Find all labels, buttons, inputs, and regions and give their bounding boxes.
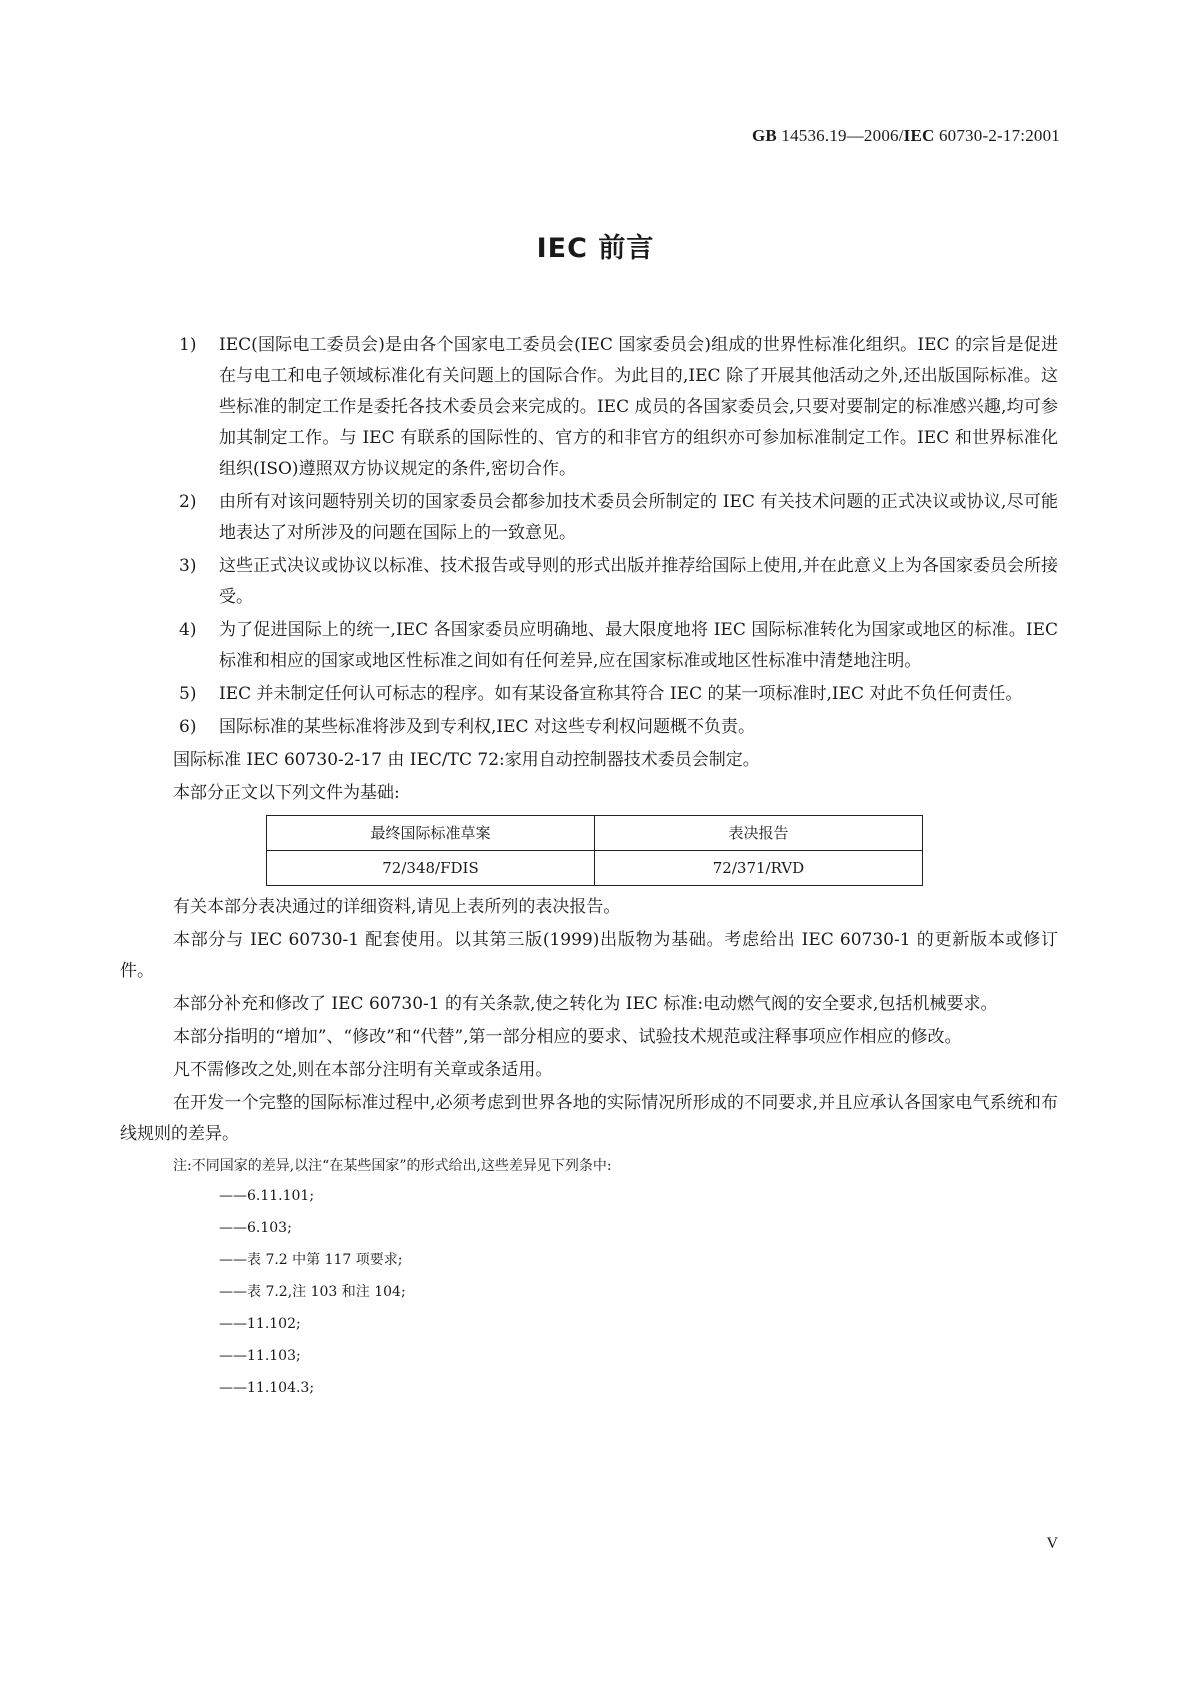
table-header-cell: 表决报告 (595, 816, 923, 851)
note-list (219, 1180, 1058, 1404)
note-list-item: ——11.103; (219, 1348, 301, 1364)
item-number: 5) (179, 684, 197, 704)
table-header-cell: 最终国际标准草案 (267, 816, 595, 851)
list-item (173, 615, 1058, 677)
standard-header (752, 126, 1060, 146)
table-header-row (267, 816, 923, 851)
item-number: 1) (179, 335, 197, 355)
page-number: V (1046, 1535, 1058, 1552)
note-text: 注:不同国家的差异,以注“在某些国家”的形式给出,这些差异见下列条中: (173, 1158, 612, 1174)
list-item (173, 679, 1058, 710)
intro-paragraph: 本部分正文以下列文件为基础: (173, 783, 400, 803)
standard-number: 14536.19—2006/ (781, 126, 904, 145)
iec-number: 60730-2-17:2001 (938, 126, 1060, 145)
body-paragraph: 在开发一个完整的国际标准过程中,必须考虑到世界各地的实际情况所形成的不同要求,并且应承认各国家电气系统和布线规则的差异。 (120, 1093, 1058, 1144)
body-paragraph: 有关本部分表决通过的详细资料,请见上表所列的表决报告。 (173, 897, 621, 917)
note-list-item: ——表 7.2 中第 117 项要求; (219, 1252, 403, 1268)
item-text: 这些正式决议或协议以标准、技术报告或导则的形式出版并推荐给国际上使用,并在此意义上为各国家委员会所接受。 (219, 556, 1058, 607)
note-list-item: ——6.11.101; (219, 1188, 315, 1204)
iec-prefix: IEC (903, 126, 935, 145)
body-paragraph: 本部分与 IEC 60730-1 配套使用。以其第三版(1999)出版物为基础。考虑给出 IEC 60730-1 的更新版本或修订件。 (120, 930, 1058, 981)
item-text: IEC(国际电工委员会)是由各个国家电工委员会(IEC 国家委员会)组成的世界性标准化组织。IEC 的宗旨是促进在与电工和电子领域标准化有关问题上的国际合作。为此目的,IEC 除了开展其他活动之外,还出版国际标准。这些标准的制定工作是委托各技术委员会来完成的。IEC 成员的各国家委员会,只要对要制定的标准感兴趣,均可参加其制定工作。与 IEC 有联系的国际性的、官方的和非官方的组织亦可参加标准制定工作。IEC 和世界标准化组织(ISO)遵照双方协议规定的条件,密切合作。 (219, 335, 1058, 479)
table-cell: 72/371/RVD (595, 851, 923, 886)
item-text: 由所有对该问题特别关切的国家委员会都参加技术委员会所制定的 IEC 有关技术问题的正式决议或协议,尽可能地表达了对所涉及的问题在国际上的一致意见。 (219, 492, 1058, 543)
table-cell: 72/348/FDIS (267, 851, 595, 886)
list-item (173, 712, 1058, 743)
intro-paragraph: 国际标准 IEC 60730-2-17 由 IEC/TC 72:家用自动控制器技术委员会制定。 (173, 750, 760, 770)
note-list-item: ——表 7.2,注 103 和注 104; (219, 1284, 406, 1300)
table-row (267, 851, 923, 886)
basis-documents-table (266, 815, 923, 886)
page-title: IEC 前言 (536, 233, 655, 264)
body-paragraph: 凡不需修改之处,则在本部分注明有关章或条适用。 (173, 1060, 553, 1080)
item-number: 4) (179, 620, 197, 640)
body-paragraph: 本部分指明的“增加”、“修改”和“代替”,第一部分相应的要求、试验技术规范或注释事项应作相应的修改。 (173, 1027, 962, 1047)
item-text: 为了促进国际上的统一,IEC 各国家委员应明确地、最大限度地将 IEC 国际标准转化为国家或地区的标准。IEC 标准和相应的国家或地区性标准之间如有任何差异,应在国家标准或地区性标准中清楚地注明。 (219, 620, 1058, 671)
note-list-item: ——11.104.3; (219, 1380, 315, 1396)
item-text: IEC 并未制定任何认可标志的程序。如有某设备宣称其符合 IEC 的某一项标准时,IEC 对此不负任何责任。 (219, 684, 1023, 704)
body-paragraph: 本部分补充和修改了 IEC 60730-1 的有关条款,使之转化为 IEC 标准:电动燃气阀的安全要求,包括机械要求。 (173, 994, 998, 1014)
item-number: 3) (179, 556, 197, 576)
item-number: 2) (179, 492, 197, 512)
note-list-item: ——11.102; (219, 1316, 301, 1332)
list-item (173, 551, 1058, 613)
list-item (173, 487, 1058, 549)
standard-prefix: GB (751, 126, 777, 145)
item-text: 国际标准的某些标准将涉及到专利权,IEC 对这些专利权问题概不负责。 (219, 717, 755, 737)
list-item (173, 330, 1058, 485)
note-list-item: ——6.103; (219, 1220, 292, 1236)
item-number: 6) (179, 717, 197, 737)
document-body (120, 330, 1058, 1404)
